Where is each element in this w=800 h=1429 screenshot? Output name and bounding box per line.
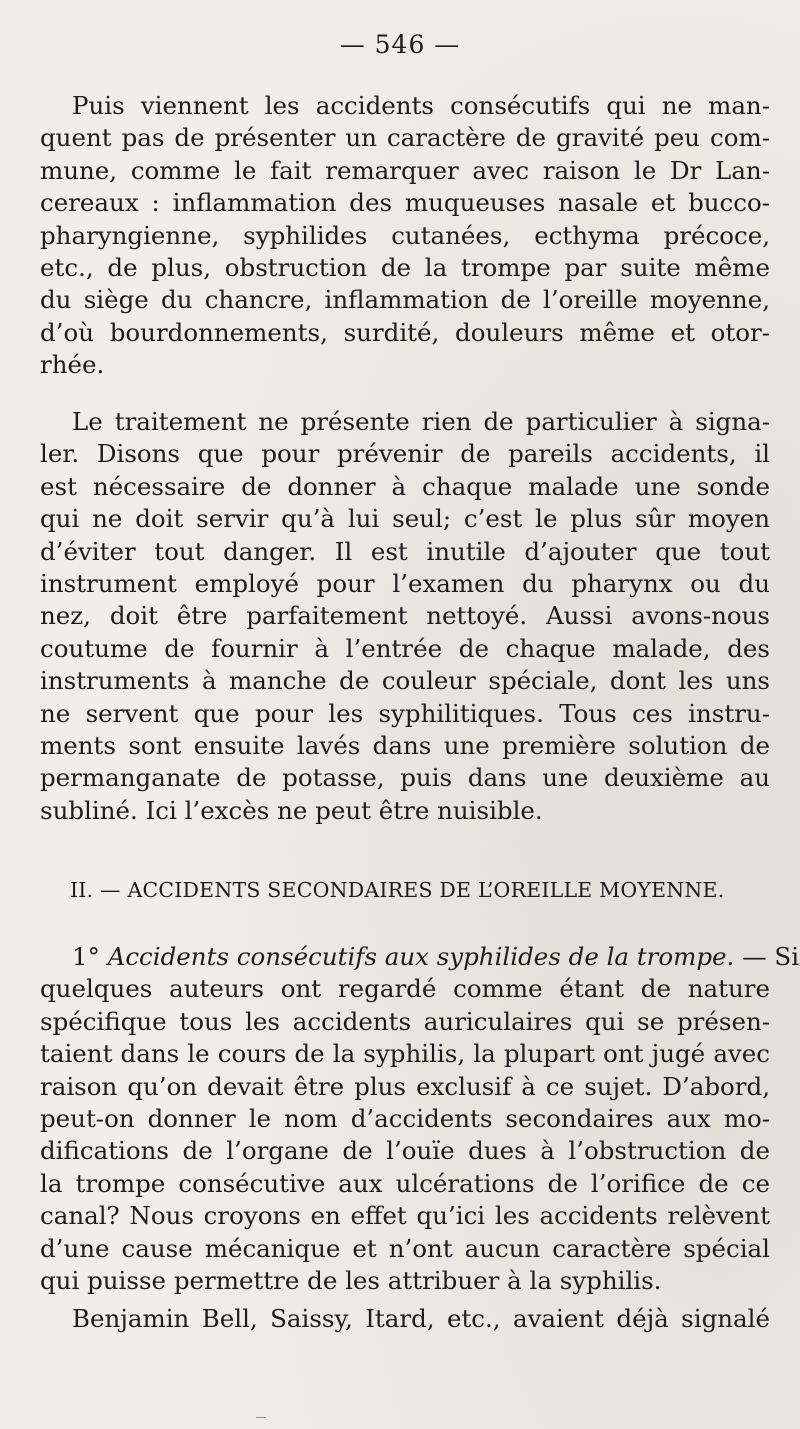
paragraph-accidents-consecutifs bbox=[40, 90, 770, 382]
text-line: quelques auteurs ont regardé comme étant de nature bbox=[40, 974, 770, 1004]
section-heading: II. — ACCIDENTS SECONDAIRES DE L’OREILLE MOYENNE. bbox=[70, 878, 725, 902]
text-line: la trompe consécutive aux ulcérations de l’orifice de ce bbox=[40, 1168, 770, 1198]
text-line: quent pas de présenter un caractère de gravité peu com- bbox=[40, 123, 770, 153]
text-line: difications de l’organe de l’ouïe dues à l’obstruction de bbox=[40, 1136, 770, 1166]
text-line: permanganate de potasse, puis dans une deuxième au bbox=[40, 763, 770, 793]
text-line: est nécessaire de donner à chaque malade une sonde bbox=[40, 471, 770, 501]
text-line: raison qu’on devait être plus exclusif à ce sujet. D’abord, bbox=[40, 1071, 770, 1101]
page-number: — 546 — bbox=[339, 30, 461, 59]
text-line: Puis viennent les accidents consécutifs qui ne man- bbox=[72, 91, 770, 120]
print-mark bbox=[256, 1417, 266, 1418]
text-line: taient dans le cours de la syphilis, la plupart ont jugé avec bbox=[40, 1039, 770, 1069]
text-line: mune, comme le fait remarquer avec raison le Dr Lan- bbox=[40, 155, 770, 185]
text-line: d’une cause mécanique et n’ont aucun caractère spécial bbox=[40, 1233, 770, 1263]
text-line: ler. Disons que pour prévenir de pareils accidents, il bbox=[40, 439, 770, 469]
text-line: subliné. Ici l’excès ne peut être nuisible. bbox=[40, 795, 543, 825]
text-line: d’où bourdonnements, surdité, douleurs même et otor- bbox=[40, 317, 770, 347]
text-line: coutume de fournir à l’entrée de chaque malade, des bbox=[40, 633, 770, 663]
text-line: du siège du chancre, inflammation de l’oreille moyenne, bbox=[40, 285, 770, 315]
text-line: rhée. bbox=[40, 350, 105, 380]
text-line: peut-on donner le nom d’accidents secondaires aux mo- bbox=[40, 1104, 770, 1134]
italic-subtitle: Accidents consécutifs aux syphilides de la trompe. bbox=[107, 942, 735, 971]
text-line: nez, doit être parfaitement nettoyé. Aussi avons-nous bbox=[40, 601, 770, 631]
text-line: ments sont ensuite lavés dans une première solution de bbox=[40, 731, 770, 761]
text-line: spécifique tous les accidents auriculaires qui se présen- bbox=[40, 1006, 770, 1036]
text-line: Benjamin Bell, Saissy, Itard, etc., avaient déjà signalé bbox=[72, 1304, 770, 1333]
list-number: 1° bbox=[72, 942, 108, 971]
text-line: canal? Nous croyons en effet qu’ici les accidents relèvent bbox=[40, 1201, 770, 1231]
text-line: Le traitement ne présente rien de particulier à signa- bbox=[72, 407, 770, 436]
text-line: ne servent que pour les syphilitiques. Tous ces instru- bbox=[40, 698, 770, 728]
text-line: instrument employé pour l’examen du pharynx ou du bbox=[40, 569, 770, 599]
text-line: d’éviter tout danger. Il est inutile d’ajouter que tout bbox=[40, 536, 770, 566]
paragraph-traitement bbox=[40, 406, 770, 827]
text-line: pharyngienne, syphilides cutanées, ecthyma précoce, bbox=[40, 220, 770, 250]
text-line: etc., de plus, obstruction de la trompe par suite même bbox=[40, 253, 770, 283]
text-line: 1° Accidents consécutifs aux syphilides de la trompe. — Si bbox=[72, 942, 800, 971]
text-line: qui ne doit servir qu’à lui seul; c’est le plus sûr moyen bbox=[40, 504, 770, 534]
paragraph-benjamin-bell bbox=[40, 1303, 770, 1335]
text-line: instruments à manche de couleur spéciale, dont les uns bbox=[40, 666, 770, 696]
paragraph-accidents-syphilides bbox=[40, 941, 800, 1297]
text-line: qui puisse permettre de les attribuer à la syphilis. bbox=[40, 1266, 662, 1296]
text-line: cereaux : inflammation des muqueuses nasale et bucco- bbox=[40, 188, 770, 218]
